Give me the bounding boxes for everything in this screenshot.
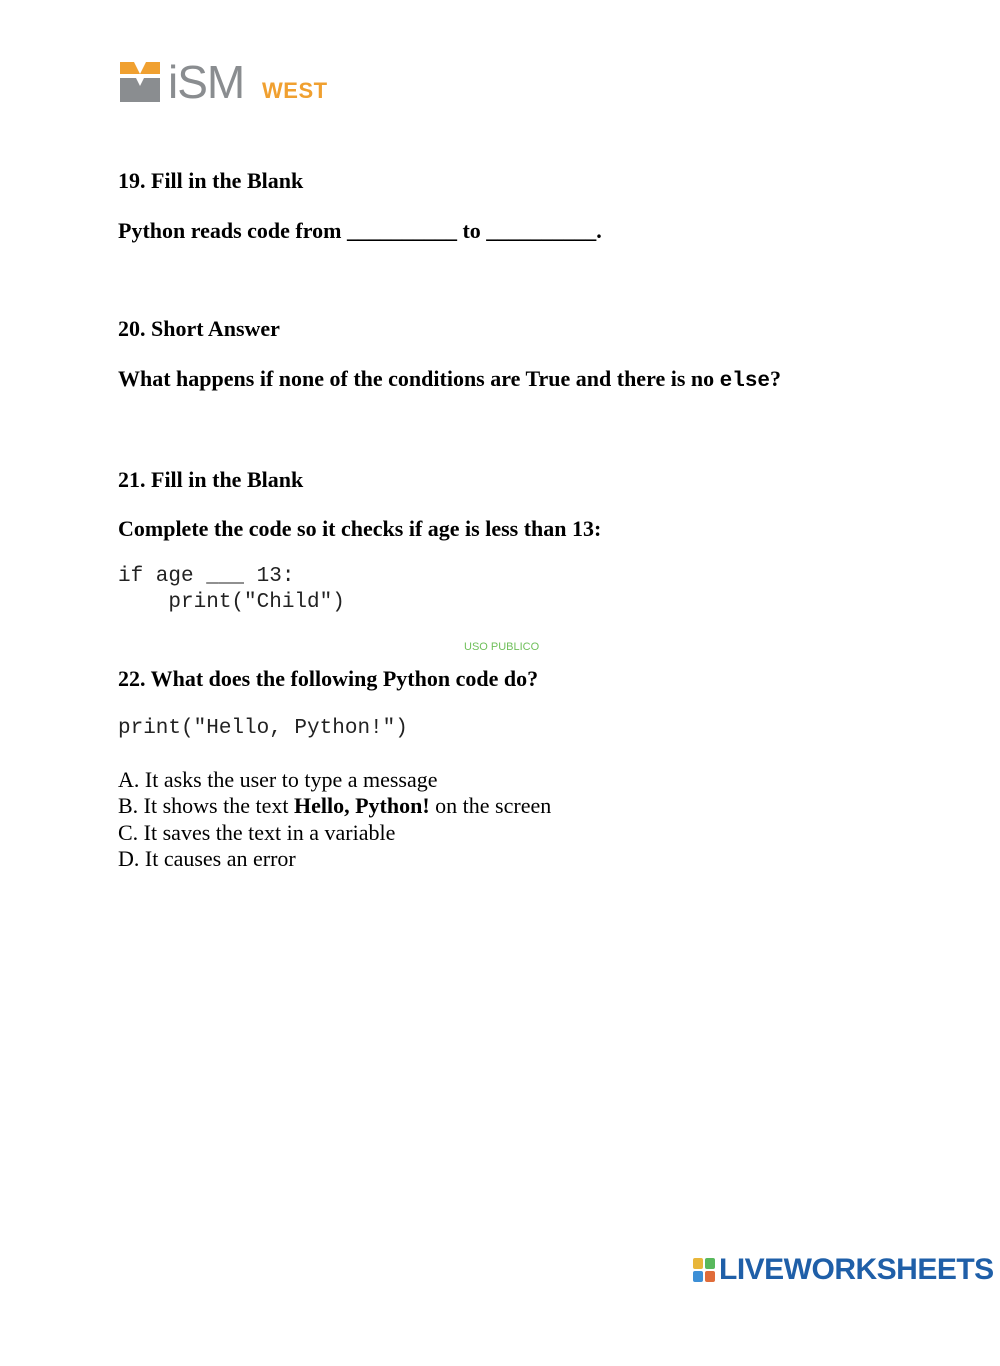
q20-text	[118, 366, 781, 395]
q21-text: Complete the code so it checks if age is less than 13:	[118, 516, 602, 541]
q22-option-b-after: on the screen	[429, 793, 552, 818]
q19-text: Python reads code from __________ to __________.	[118, 218, 602, 243]
liveworksheets-logo	[693, 1254, 993, 1286]
liveworksheets-wordmark: LIVEWORKSHEETS	[719, 1253, 994, 1286]
q22-code: print("Hello, Python!")	[118, 717, 408, 740]
q21-code-line-1: if age ___ 13:	[118, 565, 295, 588]
q19-title: 19. Fill in the Blank	[118, 168, 304, 193]
ism-west-logo	[118, 58, 338, 106]
q20-code-word: else	[719, 370, 771, 393]
ism-emblem-icon	[118, 60, 162, 104]
q20-title: 20. Short Answer	[118, 316, 280, 341]
q21-title: 21. Fill in the Blank	[118, 467, 304, 492]
q22-option-b-before: B. It shows the text	[118, 793, 294, 818]
q20-text-before: What happens if none of the conditions are True and there is no	[118, 366, 720, 391]
q20-text-after: ?	[770, 366, 782, 391]
q22-title: 22. What does the following Python code do?	[118, 666, 539, 691]
logo-suffix: WEST	[262, 78, 328, 103]
q22-option-b-bold: Hello, Python!	[294, 793, 430, 818]
uso-publico-label: USO PUBLICO	[464, 641, 540, 653]
q22-option-d: D. It causes an error	[118, 846, 296, 871]
q21-code-line-2: print("Child")	[118, 591, 345, 614]
logo-name: iSM	[168, 56, 245, 108]
liveworksheets-blocks-icon	[693, 1258, 715, 1282]
q22-option-a: A. It asks the user to type a message	[118, 767, 438, 792]
q22-option-b	[118, 793, 551, 819]
q22-option-c: C. It saves the text in a variable	[118, 820, 396, 845]
